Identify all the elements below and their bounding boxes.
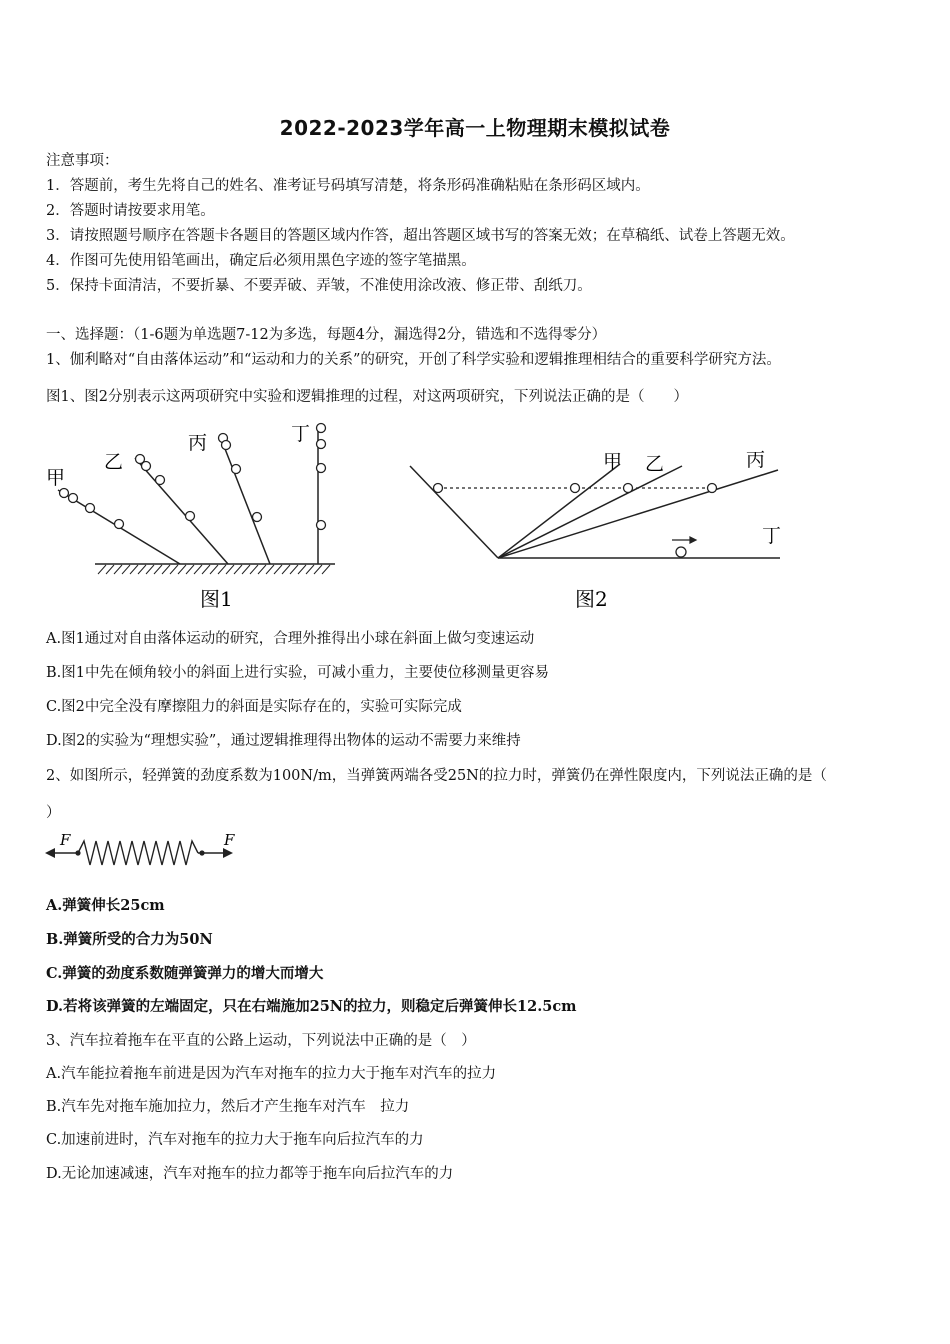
figure-1 (40, 418, 350, 618)
section-heading: 一、选择题：（1-6题为单选题7-12为多选，每题4分，漏选得2分，错选和不选得零分） (46, 327, 607, 343)
q2-stem-line2: ） (46, 805, 61, 821)
q3-option-d: D.无论加速减速，汽车对拖车的拉力都等于拖车向后拉汽车的力 (46, 1166, 454, 1182)
q2-option-c: C.弹簧的劲度系数随弹簧弹力的增大而增大 (46, 965, 324, 982)
q1-option-a: A.图1通过对自由落体运动的研究，合理外推得出小球在斜面上做匀变速运动 (46, 631, 535, 647)
q1-option-b: B.图1中先在倾角较小的斜面上进行实验，可减小重力，主要使位移测量更容易 (46, 665, 549, 681)
notice-item: 4．作图可先使用铅笔画出，确定后必须用黑色字迹的签字笔描黑。 (46, 253, 476, 269)
fig1-caption: 图1 (200, 587, 233, 611)
spring-figure (40, 828, 250, 878)
q3-stem: 3、汽车拉着拖车在平直的公路上运动，下列说法中正确的是（ ） (46, 1033, 476, 1049)
q1-stem-line2: 图1、图2分别表示这两项研究中实验和逻辑推理的过程，对这两项研究，下列说法正确的是（ ） (46, 389, 688, 405)
q2-option-d: D.若将该弹簧的左端固定，只在右端施加25N的拉力，则稳定后弹簧伸长12.5cm (46, 998, 577, 1015)
q2-stem-line1: 2、如图所示，轻弹簧的劲度系数为100N/m，当弹簧两端各受25N的拉力时，弹簧仍在弹性限度内，下列说法正确的是（ (46, 768, 827, 784)
q3-option-a: A.汽车能拉着拖车前进是因为汽车对拖车的拉力大于拖车对汽车的拉力 (46, 1066, 497, 1082)
page-title: 2022-2023学年高一上物理期末模拟试卷 (279, 116, 671, 140)
q3-option-c: C.加速前进时，汽车对拖车的拉力大于拖车向后拉汽车的力 (46, 1132, 424, 1148)
notice-item: 3．请按照题号顺序在答题卡各题目的答题区域内作答，超出答题区域书写的答案无效；在草稿纸、试卷上答题无效。 (46, 228, 795, 244)
q2-option-a: A.弹簧伸长25cm (46, 897, 165, 914)
notice-item: 5．保持卡面清洁，不要折暴、不要弄破、弄皱，不准使用涂改液、修正带、刮纸刀。 (46, 278, 592, 294)
q2-option-b: B.弹簧所受的合力为50N (46, 931, 213, 948)
fig2-label-jia: 甲 (603, 451, 623, 473)
fig1-label-bing: 丙 (188, 432, 208, 454)
fig1-label-yi: 乙 (104, 451, 124, 473)
fig2-label-bing: 丙 (746, 449, 766, 471)
notice-item: 2．答题时请按要求用笔。 (46, 203, 215, 219)
figure-2 (400, 418, 800, 618)
notice-heading: 注意事项： (46, 153, 119, 169)
fig1-label-ding: 丁 (291, 423, 311, 445)
force-label-right: F (224, 831, 235, 849)
notice-item: 1．答题前，考生先将自己的姓名、准考证号码填写清楚，将条形码准确粘贴在条形码区域内。 (46, 178, 650, 194)
q1-option-d: D.图2的实验为“理想实验”，通过逻辑推理得出物体的运动不需要力来维持 (46, 733, 521, 749)
force-label-left: F (60, 831, 71, 849)
fig2-label-ding: 丁 (762, 525, 782, 547)
fig1-label-jia: 甲 (46, 467, 66, 489)
q3-option-b: B.汽车先对拖车施加拉力，然后才产生拖车对汽车 拉力 (46, 1099, 410, 1115)
q1-option-c: C.图2中完全没有摩擦阻力的斜面是实际存在的，实验可实际完成 (46, 699, 462, 715)
fig2-label-yi: 乙 (645, 453, 665, 475)
q1-stem-line1: 1、伽利略对“自由落体运动”和“运动和力的关系”的研究，开创了科学实验和逻辑推理相结合的重要科学研究方法。 (46, 352, 781, 368)
fig2-caption: 图2 (575, 587, 608, 611)
